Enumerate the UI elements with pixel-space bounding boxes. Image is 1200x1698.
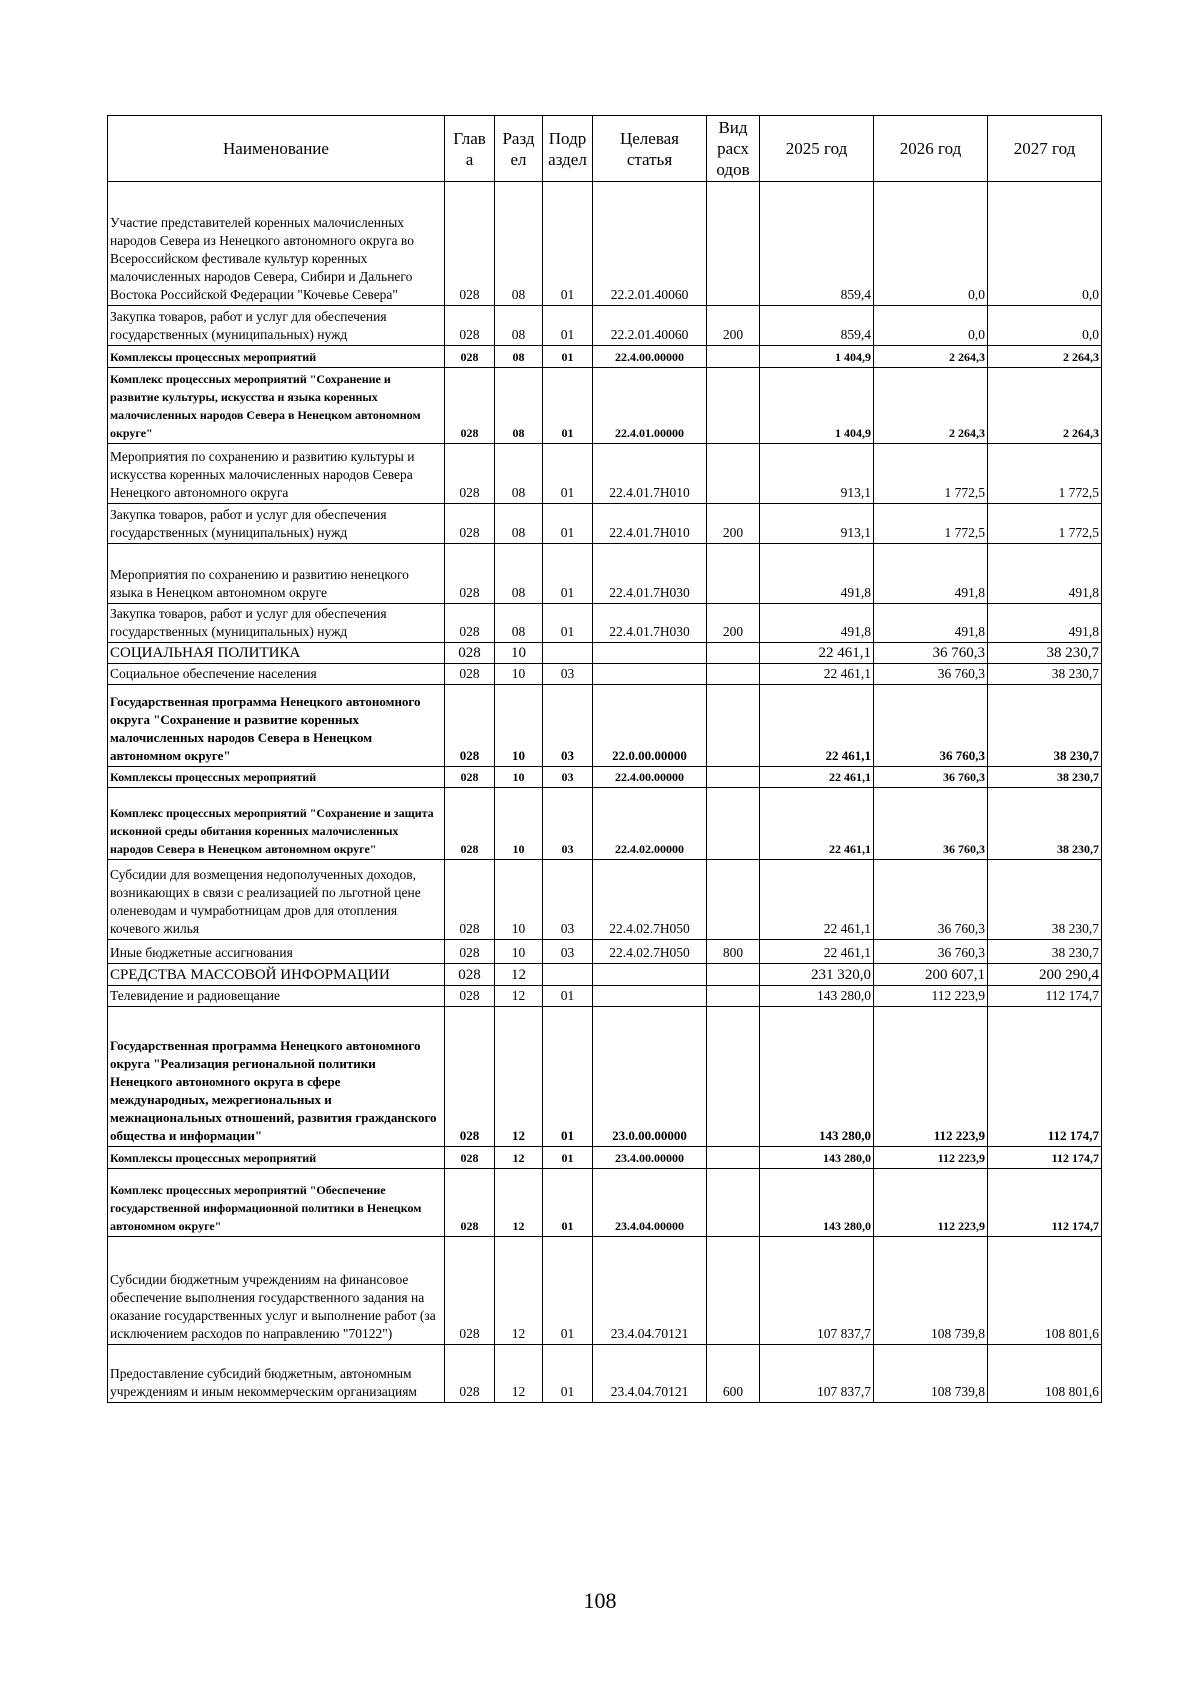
- cell-razdel: 08: [495, 182, 543, 306]
- table-row: [108, 544, 1102, 604]
- cell-name: Комплекс процессных мероприятий "Сохранение и развитие культуры, искусства и языка коренных малочисленных народов Севера в Ненецком автономном округе": [108, 368, 445, 444]
- cell-podrazdel: [543, 643, 593, 664]
- cell-2027: 2 264,3: [988, 368, 1102, 444]
- cell-vid: [707, 788, 760, 860]
- cell-razdel: 12: [495, 1237, 543, 1345]
- cell-podrazdel: 01: [543, 346, 593, 368]
- cell-glava: 028: [445, 544, 495, 604]
- cell-podrazdel: 01: [543, 1147, 593, 1169]
- table-row: [108, 504, 1102, 544]
- cell-2026: 36 760,3: [874, 664, 988, 685]
- cell-name: Комплекс процессных мероприятий "Обеспечение государственной информационной политики в Ненецком автономном округе": [108, 1169, 445, 1237]
- cell-razdel: 12: [495, 964, 543, 986]
- table-row: [108, 860, 1102, 940]
- cell-glava: 028: [445, 643, 495, 664]
- cell-name: Закупка товаров, работ и услуг для обеспечения государственных (муниципальных) нужд: [108, 306, 445, 346]
- cell-statya: 22.4.02.00000: [593, 788, 707, 860]
- cell-2025: 859,4: [760, 182, 874, 306]
- cell-podrazdel: 03: [543, 788, 593, 860]
- cell-name: Субсидии бюджетным учреждениям на финансовое обеспечение выполнения государственного задания на оказание государственных услуг и выполнение работ (за исключением расходов по направлению "70122"): [108, 1237, 445, 1345]
- cell-vid: [707, 1169, 760, 1237]
- cell-2025: 913,1: [760, 504, 874, 544]
- cell-vid: [707, 964, 760, 986]
- cell-2025: 913,1: [760, 444, 874, 504]
- cell-glava: 028: [445, 1345, 495, 1403]
- cell-podrazdel: 01: [543, 306, 593, 346]
- cell-vid: 600: [707, 1345, 760, 1403]
- cell-2027: 38 230,7: [988, 664, 1102, 685]
- cell-vid: [707, 1237, 760, 1345]
- cell-name: Комплексы процессных мероприятий: [108, 1147, 445, 1169]
- cell-podrazdel: 01: [543, 986, 593, 1007]
- cell-podrazdel: 01: [543, 1345, 593, 1403]
- cell-razdel: 12: [495, 986, 543, 1007]
- cell-2027: 108 801,6: [988, 1345, 1102, 1403]
- cell-2025: 22 461,1: [760, 940, 874, 964]
- cell-statya: 22.2.01.40060: [593, 182, 707, 306]
- cell-glava: 028: [445, 444, 495, 504]
- cell-2026: 2 264,3: [874, 346, 988, 368]
- cell-2026: 0,0: [874, 182, 988, 306]
- cell-2026: 112 223,9: [874, 1007, 988, 1147]
- cell-glava: 028: [445, 986, 495, 1007]
- cell-2027: 38 230,7: [988, 860, 1102, 940]
- cell-2026: 2 264,3: [874, 368, 988, 444]
- cell-glava: 028: [445, 604, 495, 643]
- cell-statya: 22.2.01.40060: [593, 306, 707, 346]
- cell-2026: 108 739,8: [874, 1237, 988, 1345]
- cell-razdel: 10: [495, 788, 543, 860]
- cell-glava: 028: [445, 1147, 495, 1169]
- header-podrazdel: Подр аздел: [543, 116, 593, 182]
- cell-podrazdel: 01: [543, 604, 593, 643]
- cell-vid: [707, 346, 760, 368]
- cell-podrazdel: 01: [543, 1169, 593, 1237]
- cell-2027: 1 772,5: [988, 444, 1102, 504]
- table-row: [108, 1007, 1102, 1147]
- cell-vid: [707, 444, 760, 504]
- cell-2027: 38 230,7: [988, 643, 1102, 664]
- table-row: [108, 940, 1102, 964]
- cell-statya: 22.4.01.00000: [593, 368, 707, 444]
- cell-2026: 1 772,5: [874, 504, 988, 544]
- cell-podrazdel: 01: [543, 368, 593, 444]
- cell-2025: 143 280,0: [760, 986, 874, 1007]
- cell-statya: 22.0.00.00000: [593, 685, 707, 767]
- cell-2026: 36 760,3: [874, 860, 988, 940]
- cell-statya: 23.4.04.00000: [593, 1169, 707, 1237]
- cell-2025: 22 461,1: [760, 685, 874, 767]
- cell-razdel: 10: [495, 860, 543, 940]
- cell-statya: 22.4.02.7Н050: [593, 860, 707, 940]
- cell-2027: 112 174,7: [988, 1169, 1102, 1237]
- cell-vid: [707, 182, 760, 306]
- table-row: [108, 182, 1102, 306]
- cell-statya: 22.4.01.7Н010: [593, 504, 707, 544]
- cell-podrazdel: [543, 964, 593, 986]
- cell-glava: 028: [445, 1169, 495, 1237]
- cell-name: Государственная программа Ненецкого автономного округа "Реализация региональной политики Ненецкого автономного округа в сфере международных, межрегиональных и межнациональных отношений, развития гражданского общества и информации": [108, 1007, 445, 1147]
- cell-glava: 028: [445, 182, 495, 306]
- cell-podrazdel: 01: [543, 1237, 593, 1345]
- cell-2025: 22 461,1: [760, 643, 874, 664]
- cell-2026: 36 760,3: [874, 685, 988, 767]
- cell-2025: 143 280,0: [760, 1007, 874, 1147]
- cell-2025: 1 404,9: [760, 346, 874, 368]
- cell-2027: 38 230,7: [988, 788, 1102, 860]
- cell-statya: [593, 664, 707, 685]
- table-row: [108, 664, 1102, 685]
- cell-podrazdel: 03: [543, 685, 593, 767]
- cell-2027: 112 174,7: [988, 1147, 1102, 1169]
- cell-2027: 38 230,7: [988, 767, 1102, 788]
- cell-razdel: 10: [495, 940, 543, 964]
- cell-statya: 22.4.02.7Н050: [593, 940, 707, 964]
- table-body: [108, 182, 1102, 1403]
- cell-name: Социальное обеспечение населения: [108, 664, 445, 685]
- cell-2026: 200 607,1: [874, 964, 988, 986]
- table-row: [108, 444, 1102, 504]
- cell-razdel: 08: [495, 346, 543, 368]
- cell-glava: 028: [445, 306, 495, 346]
- cell-2025: 143 280,0: [760, 1147, 874, 1169]
- cell-2026: 0,0: [874, 306, 988, 346]
- cell-2026: 112 223,9: [874, 1147, 988, 1169]
- cell-2025: 22 461,1: [760, 860, 874, 940]
- cell-podrazdel: 03: [543, 860, 593, 940]
- cell-name: Иные бюджетные ассигнования: [108, 940, 445, 964]
- table-row: [108, 1345, 1102, 1403]
- cell-glava: 028: [445, 685, 495, 767]
- budget-table: [107, 115, 1102, 1403]
- cell-vid: [707, 544, 760, 604]
- cell-razdel: 08: [495, 544, 543, 604]
- header-name: Наименование: [108, 116, 445, 182]
- table-row: [108, 1169, 1102, 1237]
- cell-name: Субсидии для возмещения недополученных доходов, возникающих в связи с реализацией по льготной цене оленеводам и чумработницам дров для отопления кочевого жилья: [108, 860, 445, 940]
- table-row: [108, 964, 1102, 986]
- cell-razdel: 12: [495, 1345, 543, 1403]
- cell-2025: 143 280,0: [760, 1169, 874, 1237]
- cell-glava: 028: [445, 504, 495, 544]
- cell-podrazdel: 03: [543, 664, 593, 685]
- cell-razdel: 12: [495, 1007, 543, 1147]
- cell-statya: [593, 986, 707, 1007]
- cell-glava: 028: [445, 767, 495, 788]
- cell-name: Мероприятия по сохранению и развитию ненецкого языка в Ненецком автономном округе: [108, 544, 445, 604]
- table-row: [108, 643, 1102, 664]
- table-row: [108, 306, 1102, 346]
- table-row: [108, 788, 1102, 860]
- cell-podrazdel: 01: [543, 444, 593, 504]
- cell-2027: 0,0: [988, 182, 1102, 306]
- cell-2025: 22 461,1: [760, 788, 874, 860]
- cell-statya: 22.4.00.00000: [593, 767, 707, 788]
- cell-2026: 491,8: [874, 604, 988, 643]
- cell-name: Телевидение и радиовещание: [108, 986, 445, 1007]
- cell-razdel: 08: [495, 306, 543, 346]
- cell-2025: 107 837,7: [760, 1345, 874, 1403]
- cell-name: Государственная программа Ненецкого автономного округа "Сохранение и развитие коренных малочисленных народов Севера в Ненецком автономном округе": [108, 685, 445, 767]
- cell-2027: 108 801,6: [988, 1237, 1102, 1345]
- cell-2026: 112 223,9: [874, 986, 988, 1007]
- header-2025: 2025 год: [760, 116, 874, 182]
- cell-name: Комплексы процессных мероприятий: [108, 767, 445, 788]
- cell-glava: 028: [445, 1237, 495, 1345]
- cell-razdel: 10: [495, 643, 543, 664]
- cell-vid: [707, 643, 760, 664]
- cell-vid: 200: [707, 504, 760, 544]
- cell-2026: 36 760,3: [874, 643, 988, 664]
- cell-vid: 800: [707, 940, 760, 964]
- cell-2027: 1 772,5: [988, 504, 1102, 544]
- cell-name: СРЕДСТВА МАССОВОЙ ИНФОРМАЦИИ: [108, 964, 445, 986]
- table-row: [108, 685, 1102, 767]
- cell-vid: [707, 1147, 760, 1169]
- cell-name: Комплекс процессных мероприятий "Сохранение и защита исконной среды обитания коренных малочисленных народов Севера в Ненецком автономном округе": [108, 788, 445, 860]
- cell-2025: 231 320,0: [760, 964, 874, 986]
- cell-2027: 0,0: [988, 306, 1102, 346]
- cell-glava: 028: [445, 346, 495, 368]
- cell-name: Комплексы процессных мероприятий: [108, 346, 445, 368]
- cell-vid: [707, 860, 760, 940]
- cell-statya: 23.4.04.70121: [593, 1345, 707, 1403]
- header-2027: 2027 год: [988, 116, 1102, 182]
- cell-statya: 23.0.00.00000: [593, 1007, 707, 1147]
- cell-2027: 2 264,3: [988, 346, 1102, 368]
- cell-statya: 22.4.01.7Н010: [593, 444, 707, 504]
- cell-2026: 491,8: [874, 544, 988, 604]
- cell-razdel: 08: [495, 444, 543, 504]
- cell-statya: 22.4.01.7Н030: [593, 544, 707, 604]
- table-row: [108, 368, 1102, 444]
- header-statya: Целевая статья: [593, 116, 707, 182]
- cell-2025: 1 404,9: [760, 368, 874, 444]
- cell-name: Мероприятия по сохранению и развитию культуры и искусства коренных малочисленных народов Севера Ненецкого автономного округа: [108, 444, 445, 504]
- cell-glava: 028: [445, 1007, 495, 1147]
- cell-2025: 22 461,1: [760, 767, 874, 788]
- cell-podrazdel: 01: [543, 504, 593, 544]
- cell-statya: [593, 643, 707, 664]
- cell-statya: 23.4.04.70121: [593, 1237, 707, 1345]
- cell-2027: 38 230,7: [988, 940, 1102, 964]
- cell-2026: 36 760,3: [874, 767, 988, 788]
- cell-razdel: 10: [495, 664, 543, 685]
- cell-2025: 491,8: [760, 604, 874, 643]
- table-row: [108, 346, 1102, 368]
- table-row: [108, 1237, 1102, 1345]
- cell-razdel: 08: [495, 604, 543, 643]
- header-glava: Глав а: [445, 116, 495, 182]
- cell-razdel: 12: [495, 1169, 543, 1237]
- cell-2026: 108 739,8: [874, 1345, 988, 1403]
- cell-vid: 200: [707, 604, 760, 643]
- cell-2025: 22 461,1: [760, 664, 874, 685]
- cell-name: Закупка товаров, работ и услуг для обеспечения государственных (муниципальных) нужд: [108, 504, 445, 544]
- cell-2027: 38 230,7: [988, 685, 1102, 767]
- header-vid: Вид расх одов: [707, 116, 760, 182]
- table-row: [108, 1147, 1102, 1169]
- cell-vid: [707, 685, 760, 767]
- cell-statya: 23.4.00.00000: [593, 1147, 707, 1169]
- cell-name: СОЦИАЛЬНАЯ ПОЛИТИКА: [108, 643, 445, 664]
- cell-2027: 491,8: [988, 604, 1102, 643]
- table-row: [108, 767, 1102, 788]
- header-2026: 2026 год: [874, 116, 988, 182]
- cell-2026: 36 760,3: [874, 788, 988, 860]
- header-razdel: Разд ел: [495, 116, 543, 182]
- header-row: [108, 116, 1102, 182]
- cell-2027: 491,8: [988, 544, 1102, 604]
- cell-2027: 112 174,7: [988, 986, 1102, 1007]
- cell-podrazdel: 03: [543, 940, 593, 964]
- cell-glava: 028: [445, 860, 495, 940]
- cell-glava: 028: [445, 664, 495, 685]
- cell-podrazdel: 01: [543, 1007, 593, 1147]
- cell-2026: 1 772,5: [874, 444, 988, 504]
- cell-razdel: 08: [495, 504, 543, 544]
- cell-glava: 028: [445, 368, 495, 444]
- cell-2026: 36 760,3: [874, 940, 988, 964]
- table-row: [108, 604, 1102, 643]
- cell-razdel: 10: [495, 767, 543, 788]
- cell-glava: 028: [445, 940, 495, 964]
- cell-razdel: 10: [495, 685, 543, 767]
- cell-razdel: 12: [495, 1147, 543, 1169]
- cell-name: Закупка товаров, работ и услуг для обеспечения государственных (муниципальных) нужд: [108, 604, 445, 643]
- cell-name: Участие представителей коренных малочисленных народов Севера из Ненецкого автономного округа во Всероссийском фестивале культур коренных малочисленных народов Севера, Сибири и Дальнего Востока Российской Федерации "Кочевье Севера": [108, 182, 445, 306]
- cell-vid: 200: [707, 306, 760, 346]
- cell-2025: 107 837,7: [760, 1237, 874, 1345]
- cell-2025: 859,4: [760, 306, 874, 346]
- page-number: 108: [583, 1588, 617, 1613]
- cell-statya: 22.4.01.7Н030: [593, 604, 707, 643]
- cell-vid: [707, 1007, 760, 1147]
- cell-vid: [707, 368, 760, 444]
- cell-name: Предоставление субсидий бюджетным, автономным учреждениям и иным некоммерческим организациям: [108, 1345, 445, 1403]
- table-row: [108, 986, 1102, 1007]
- cell-statya: [593, 964, 707, 986]
- cell-razdel: 08: [495, 368, 543, 444]
- cell-2027: 112 174,7: [988, 1007, 1102, 1147]
- cell-glava: 028: [445, 964, 495, 986]
- cell-podrazdel: 01: [543, 182, 593, 306]
- cell-podrazdel: 03: [543, 767, 593, 788]
- cell-vid: [707, 767, 760, 788]
- cell-statya: 22.4.00.00000: [593, 346, 707, 368]
- cell-glava: 028: [445, 788, 495, 860]
- cell-vid: [707, 986, 760, 1007]
- cell-vid: [707, 664, 760, 685]
- cell-2025: 491,8: [760, 544, 874, 604]
- cell-podrazdel: 01: [543, 544, 593, 604]
- cell-2027: 200 290,4: [988, 964, 1102, 986]
- cell-2026: 112 223,9: [874, 1169, 988, 1237]
